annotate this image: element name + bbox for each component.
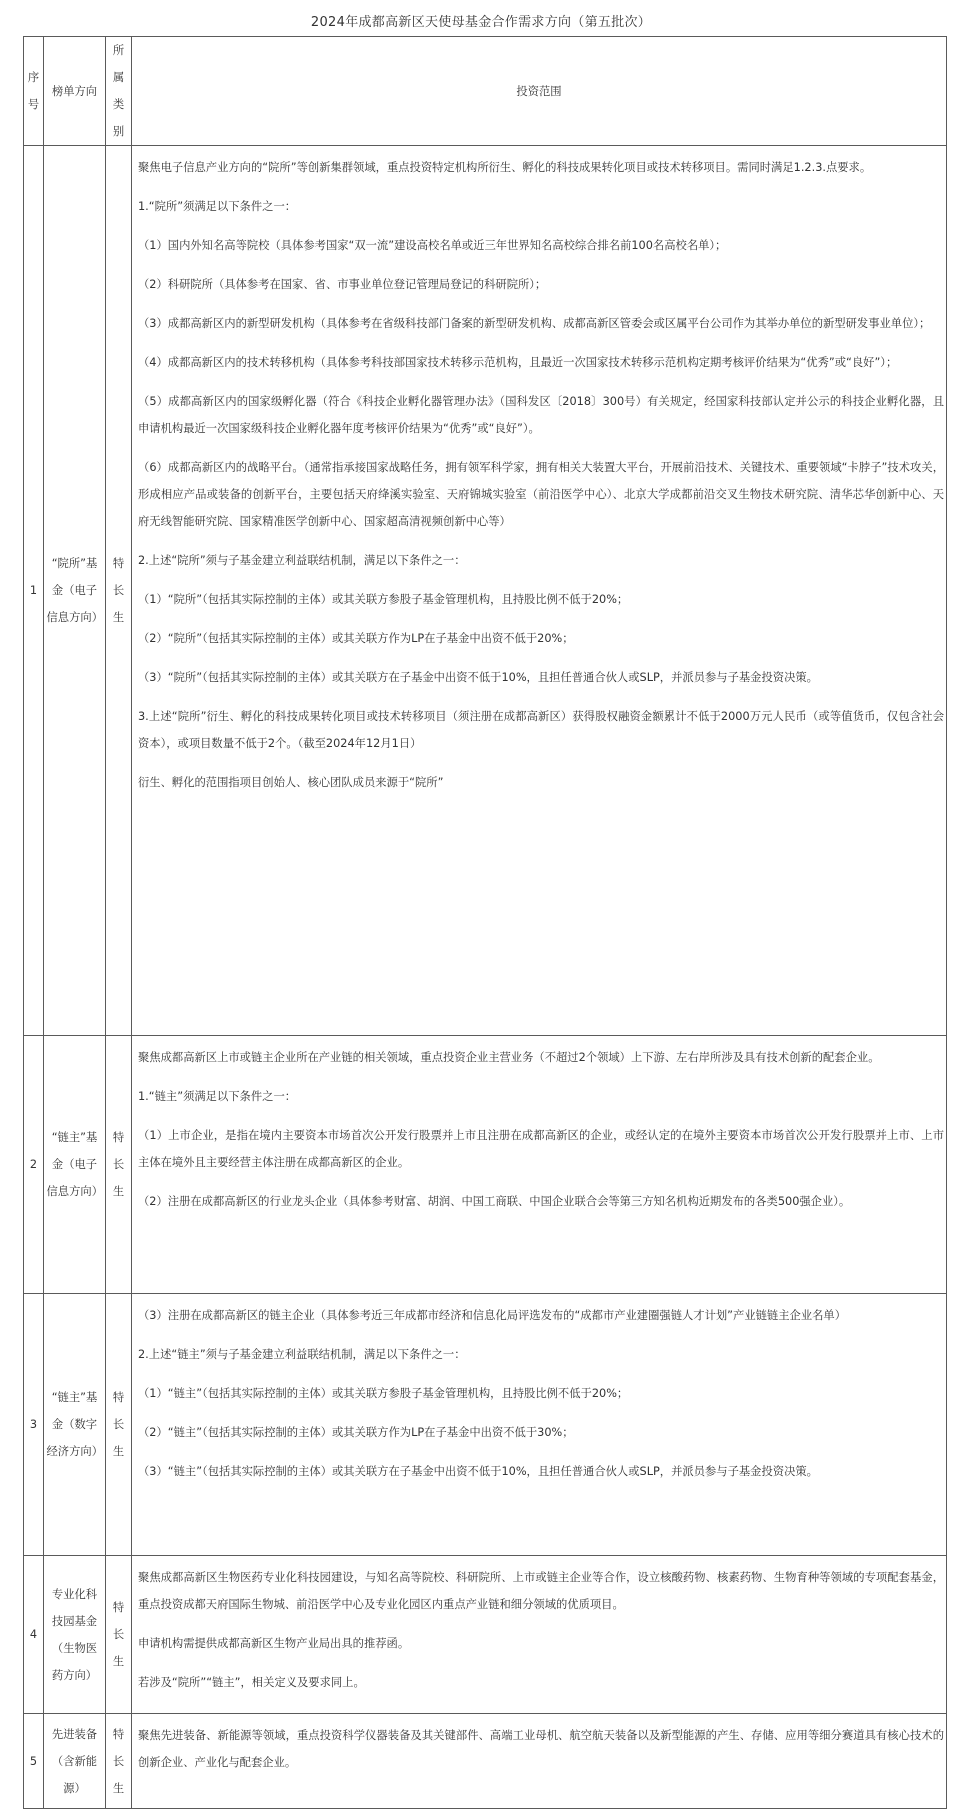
scope-paragraph: 聚焦先进装备、新能源等领域，重点投资科学仪器装备及其关键部件、高端工业母机、航空航天装备以及新型能源的产生、存储、应用等细分赛道具有核心技术的创新企业、产业化与配套企业。 (138, 1729, 944, 1769)
scope-paragraph: 聚焦成都高新区上市或链主企业所在产业链的相关领域，重点投资企业主营业务（不超过2个领域）上下游、左右岸所涉及具有技术创新的配套企业。 (138, 1051, 880, 1064)
scope-paragraph: （5）成都高新区内的国家级孵化器（符合《科技企业孵化器管理办法》（国科发区〔2018〕300号）有关规定，经国家科技部认定并公示的科技企业孵化器，且申请机构最近一次国家级科技企业孵化器年度考核评价结果为“优秀”或“良好”）。 (138, 395, 944, 435)
scope-paragraph: 聚焦成都高新区生物医药专业化科技园建设，与知名高等院校、科研院所、上市或链主企业等合作，设立核酸药物、核素药物、生物育种等领域的专项配套基金，重点投资成都天府国际生物城、前沿医学中心及专业化园区内重点产业链和细分领域的优质项目。 (138, 1571, 944, 1611)
scope-paragraph: （3）“链主”（包括其实际控制的主体）或其关联方在子基金中出资不低于10%，且担任普通合伙人或SLP，并派员参与子基金投资决策。 (138, 1465, 818, 1478)
scope-paragraph: （6）成都高新区内的战略平台。（通常指承接国家战略任务，拥有领军科学家，拥有相关大装置大平台，开展前沿技术、关键技术、重要领域“卡脖子”技术攻关，形成相应产品或装备的创新平台，主要包括天府绛溪实验室、天府锦城实验室（前沿医学中心）、北京大学成都前沿交叉生物技术研究院、清华芯华创新中心、天府无线智能研究院、国家精准医学创新中心、国家超高清视频创新中心等） (138, 461, 944, 528)
row-seq: 4 (24, 1556, 44, 1714)
scope-paragraph: 若涉及“院所”“链主”，相关定义及要求同上。 (138, 1676, 365, 1689)
scope-paragraph: （1）“院所”（包括其实际控制的主体）或其关联方参股子基金管理机构，且持股比例不低于20%； (138, 593, 629, 606)
scope-paragraph: （4）成都高新区内的技术转移机构（具体参考科技部国家技术转移示范机构，且最近一次国家技术转移示范机构定期考核评价结果为“优秀”或“良好”）； (138, 356, 898, 369)
scope-paragraph: （2）注册在成都高新区的行业龙头企业（具体参考财富、胡润、中国工商联、中国企业联合会等第三方知名机构近期发布的各类500强企业）。 (138, 1195, 851, 1208)
scope-paragraph: （2）“链主”（包括其实际控制的主体）或其关联方作为LP在子基金中出资不低于30%； (138, 1426, 574, 1439)
table-row (24, 1294, 947, 1556)
table-header-row (24, 37, 947, 146)
scope-paragraph: 2.上述“院所”须与子基金建立利益联结机制，满足以下条件之一： (138, 554, 466, 567)
row-scope (132, 1556, 947, 1714)
row-direction: 先进装备（含新能源） (44, 1714, 106, 1809)
table-row (24, 146, 947, 1036)
row-category: 特长生 (106, 1714, 132, 1809)
row-direction: “院所”基金（电子信息方向） (44, 146, 106, 1036)
scope-paragraph: 1.“链主”须满足以下条件之一： (138, 1090, 297, 1103)
row-seq: 1 (24, 146, 44, 1036)
scope-paragraph: 1.“院所”须满足以下条件之一： (138, 200, 297, 213)
header-direction: 榜单方向 (44, 37, 106, 146)
row-scope (132, 146, 947, 1036)
scope-paragraph: 申请机构需提供成都高新区生物产业局出具的推荐函。 (138, 1637, 410, 1650)
row-seq: 5 (24, 1714, 44, 1809)
scope-paragraph: （2）“院所”（包括其实际控制的主体）或其关联方作为LP在子基金中出资不低于20%； (138, 632, 574, 645)
table-row (24, 1714, 947, 1809)
page-title: 2024年成都高新区天使母基金合作需求方向（第五批次） (310, 15, 652, 30)
scope-paragraph: （3）注册在成都高新区的链主企业（具体参考近三年成都市经济和信息化局评选发布的“成都市产业建圈强链人才计划”产业链链主企业名单） (138, 1309, 847, 1322)
table-row (24, 1036, 947, 1294)
row-scope (132, 1036, 947, 1294)
row-scope (132, 1294, 947, 1556)
row-category: 特长生 (106, 1556, 132, 1714)
header-seq: 序号 (24, 37, 44, 146)
scope-paragraph: 3.上述“院所”衍生、孵化的科技成果转化项目或技术转移项目（须注册在成都高新区）获得股权融资金额累计不低于2000万元人民币（或等值货币，仅包含社会资本），或项目数量不低于2个。（截至2024年12月1日） (138, 710, 944, 750)
header-scope: 投资范围 (132, 37, 947, 146)
row-seq: 2 (24, 1036, 44, 1294)
scope-paragraph: 衍生、孵化的范围指项目创始人、核心团队成员来源于“院所” (138, 776, 444, 789)
row-category: 特长生 (106, 1036, 132, 1294)
table-row (24, 1556, 947, 1714)
fund-requirements-table (23, 36, 947, 1809)
row-seq: 3 (24, 1294, 44, 1556)
scope-paragraph: （3）成都高新区内的新型研发机构（具体参考在省级科技部门备案的新型研发机构、成都高新区管委会或区属平台公司作为其举办单位的新型研发事业单位）； (138, 317, 931, 330)
scope-paragraph: （1）国内外知名高等院校（具体参考国家“双一流”建设高校名单或近三年世界知名高校综合排名前100名高校名单）； (138, 239, 727, 252)
scope-paragraph: （3）“院所”（包括其实际控制的主体）或其关联方在子基金中出资不低于10%，且担任普通合伙人或SLP，并派员参与子基金投资决策。 (138, 671, 818, 684)
scope-paragraph: （1）上市企业，是指在境内主要资本市场首次公开发行股票并上市且注册在成都高新区的企业，或经认定的在境外主要资本市场首次公开发行股票并上市、上市主体在境外且主要经营主体注册在成都高新区的企业。 (138, 1129, 944, 1169)
row-scope (132, 1714, 947, 1809)
scope-paragraph: 聚焦电子信息产业方向的“院所”等创新集群领域，重点投资特定机构所衍生、孵化的科技成果转化项目或技术转移项目。需同时满足1.2.3.点要求。 (138, 161, 872, 174)
scope-paragraph: （1）“链主”（包括其实际控制的主体）或其关联方参股子基金管理机构，且持股比例不低于20%； (138, 1387, 629, 1400)
row-direction: “链主”基金（电子信息方向） (44, 1036, 106, 1294)
row-category: 特长生 (106, 1294, 132, 1556)
scope-paragraph: 2.上述“链主”须与子基金建立利益联结机制，满足以下条件之一： (138, 1348, 466, 1361)
row-category: 特长生 (106, 146, 132, 1036)
row-direction: 专业化科技园基金（生物医药方向） (44, 1556, 106, 1714)
scope-paragraph: （2）科研院所（具体参考在国家、省、市事业单位登记管理局登记的科研院所）； (138, 278, 547, 291)
header-category: 所属类别 (106, 37, 132, 146)
row-direction: “链主”基金（数字经济方向） (44, 1294, 106, 1556)
